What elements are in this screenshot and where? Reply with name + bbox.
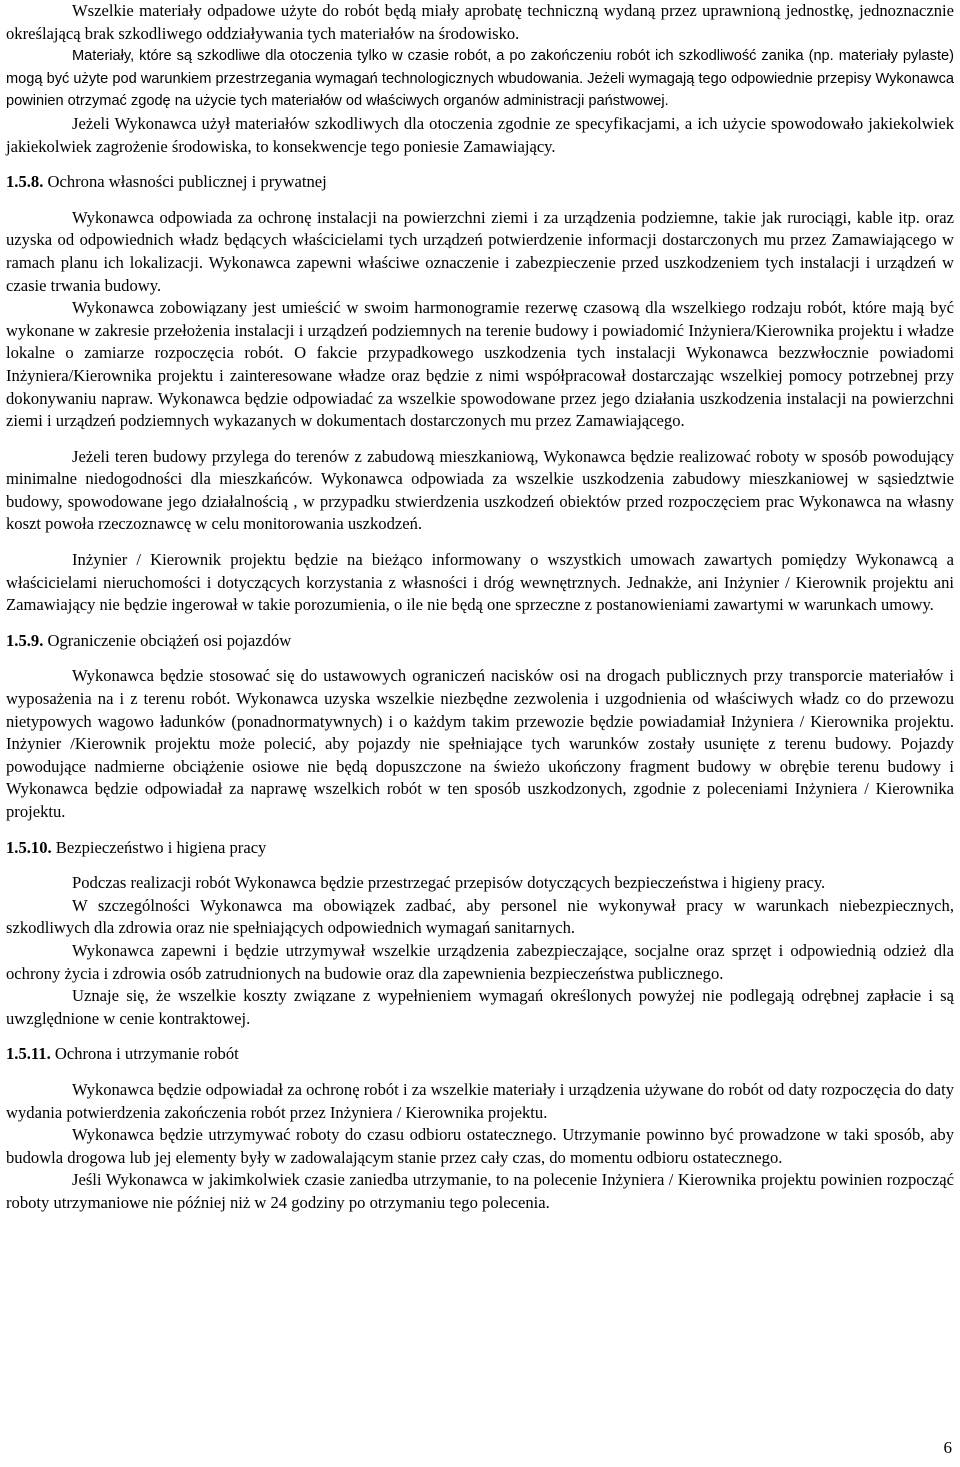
section-paragraph: Podczas realizacji robót Wykonawca będzie przestrzegać przepisów dotyczących bezpieczeństwa i higieny pracy. <box>72 873 826 893</box>
section-title: Ochrona i utrzymanie robót <box>54 1044 239 1064</box>
section-number: 1.5.8. <box>6 172 44 192</box>
section-number: 1.5.10. <box>6 837 52 857</box>
section-heading-1-5-11 <box>6 1043 954 1066</box>
section-title: Ograniczenie obciążeń osi pojazdów <box>47 630 292 650</box>
section-number: 1.5.9. <box>6 630 44 650</box>
intro-paragraph-2: Materiały, które są szkodliwe dla otoczenia tylko w czasie robót, a po zakończeniu robót ich szkodliwość zanika (np. materiały pylaste) mogą być użyte pod warunkiem przestrzegania wymagań technologicznych wbudowania. Jeżeli wymagają tego odpowiednie przepisy Wykonawca powinien otrzymać zgodę na użycie tych materiałów od właściwych organów administracji państwowej. <box>6 48 954 110</box>
section-heading-1-5-10 <box>6 837 954 860</box>
section-paragraph: W szczególności Wykonawca ma obowiązek zadbać, aby personel nie wykonywał pracy w warunkach niebezpiecznych, szkodliwych dla zdrowia oraz nie spełniających odpowiednich wymagań sanitarnych. <box>6 895 954 938</box>
section-title: Bezpieczeństwo i higiena pracy <box>55 837 267 857</box>
section-number: 1.5.11. <box>6 1044 51 1064</box>
section-paragraph: Jeśli Wykonawca w jakimkolwiek czasie zaniedba utrzymanie, to na polecenie Inżyniera / Kierownika projektu powinien rozpocząć roboty utrzymaniowe nie później niż w 24 godziny po otrzymaniu tego polecenia. <box>6 1170 954 1212</box>
section-paragraph: Wykonawca zapewni i będzie utrzymywał wszelkie urządzenia zabezpieczające, socjalne oraz sprzęt i odpowiednią odzież dla ochrony życia i zdrowia osób zatrudnionych na budowie oraz dla zapewnienia bezpieczeństwa publicznego. <box>6 940 954 983</box>
section-paragraph: Wykonawca odpowiada za ochronę instalacji na powierzchni ziemi i za urządzenia podziemne, takie jak rurociągi, kable itp. oraz uzyska od odpowiednich władz będących właścicielami tych urządzeń potwierdzenie informacji dostarczonych mu przez Zamawiającego w ramach planu ich lokalizacji. Wykonawca zapewni właściwe oznaczenie i zabezpieczenie przed uszkodzeniem tych instalacji i urządzeń w czasie trwania budowy. <box>6 207 954 295</box>
section-title: Ochrona własności publicznej i prywatnej <box>47 172 327 192</box>
section-paragraph: Jeżeli teren budowy przylega do terenów z zabudową mieszkaniową, Wykonawca będzie realizować roboty w sposób powodujący minimalne niedogodności dla mieszkańców. Wykonawca odpowiada za wszelkie uszkodzenia zabudowy mieszkaniowej w sąsiedztwie budowy, spowodowane jego działalnością , w przypadku stwierdzenia uszkodzeń obiektów przed rozpoczęciem prac Wykonawca na własny koszt powoła rzeczoznawcę w celu monitorowania uszkodzeń. <box>6 446 954 534</box>
section-paragraph: Inżynier / Kierownik projektu będzie na bieżąco informowany o wszystkich umowach zawartych pomiędzy Wykonawcą a właścicielami nieruchomości i dotyczących korzystania z własności i dróg wewnętrznych. Jednakże, ani Inżynier / Kierownik projektu ani Zamawiający nie będzie ingerował w takie porozumienia, o ile nie będą one sprzeczne z postanowieniami zawartymi w warunkach umowy. <box>6 550 954 615</box>
section-heading-1-5-9 <box>6 630 954 653</box>
intro-paragraph-3: Jeżeli Wykonawca użył materiałów szkodliwych dla otoczenia zgodnie ze specyfikacjami, a ich użycie spowodowało jakiekolwiek jakiekolwiek zagrożenie środowiska, to konsekwencje tego poniesie Zamawiający. <box>6 113 954 156</box>
page-number: 6 <box>943 1438 952 1457</box>
section-paragraph: Wykonawca zobowiązany jest umieścić w swoim harmonogramie rezerwę czasową dla wszelkiego rodzaju robót, które mają być wykonane w zakresie przełożenia instalacji i urządzeń podziemnych na terenie budowy i powiadomić Inżyniera/Kierownika projektu i władze lokalne o zamiarze rozpoczęcia robót. O fakcie przypadkowego uszkodzenia tych instalacji Wykonawca bezzwłocznie powiadomi Inżyniera/Kierownika projektu i zainteresowane władze oraz będzie z nimi współpracował dostarczając wszelkiej pomocy potrzebnej przy dokonywaniu napraw. Wykonawca będzie odpowiadać za wszelkie spowodowane przez jego działania uszkodzenia instalacji na powierzchni ziemi i urządzeń podziemnych wykazanych w dokumentach dostarczonych mu przez Zamawiającego. <box>6 298 954 431</box>
section-paragraph: Wykonawca będzie odpowiadał za ochronę robót i za wszelkie materiały i urządzenia używane do robót od daty rozpoczęcia do daty wydania potwierdzenia zakończenia robót przez Inżyniera / Kierownika projektu. <box>6 1079 954 1122</box>
document-page <box>6 0 954 1215</box>
section-paragraph: Wykonawca będzie utrzymywać roboty do czasu odbioru ostatecznego. Utrzymanie powinno być prowadzone w taki sposób, aby budowla drogowa lub jej elementy były w zadowalającym stanie przez cały czas, do momentu odbioru ostatecznego. <box>6 1125 954 1167</box>
section-heading-1-5-8 <box>6 171 954 194</box>
section-paragraph: Wykonawca będzie stosować się do ustawowych ograniczeń nacisków osi na drogach publicznych przy transporcie materiałów i wyposażenia na i z terenu robót. Wykonawca uzyska wszelkie niezbędne zezwolenia i uzgodnienia od właściwych władz co do przewozu nietypowych wagowo ładunków (ponadnormatywnych) i o każdym takim przewozie będzie powiadamiał Inżyniera / Kierownika projektu. Inżynier /Kierownik projektu może polecić, aby pojazdy nie spełniające tych warunków zostały usunięte z terenu budowy. Pojazdy powodujące nadmierne obciążenie osiowe nie będą dopuszczone na świeżo ukończony fragment budowy w obrębie terenu budowy i Wykonawca będzie odpowiadał za naprawę wszelkich robót w ten sposób uszkodzonych, zgodnie z poleceniami Inżyniera / Kierownika projektu. <box>6 666 954 821</box>
intro-paragraph-1: Wszelkie materiały odpadowe użyte do robót będą miały aprobatę techniczną wydaną przez uprawnioną jednostkę, jednoznacznie określającą brak szkodliwego oddziaływania tych materiałów na środowisko. <box>6 1 954 43</box>
section-paragraph: Uznaje się, że wszelkie koszty związane z wypełnieniem wymagań określonych powyżej nie podlegają odrębnej zapłacie i są uwzględnione w cenie kontraktowej. <box>6 986 954 1028</box>
